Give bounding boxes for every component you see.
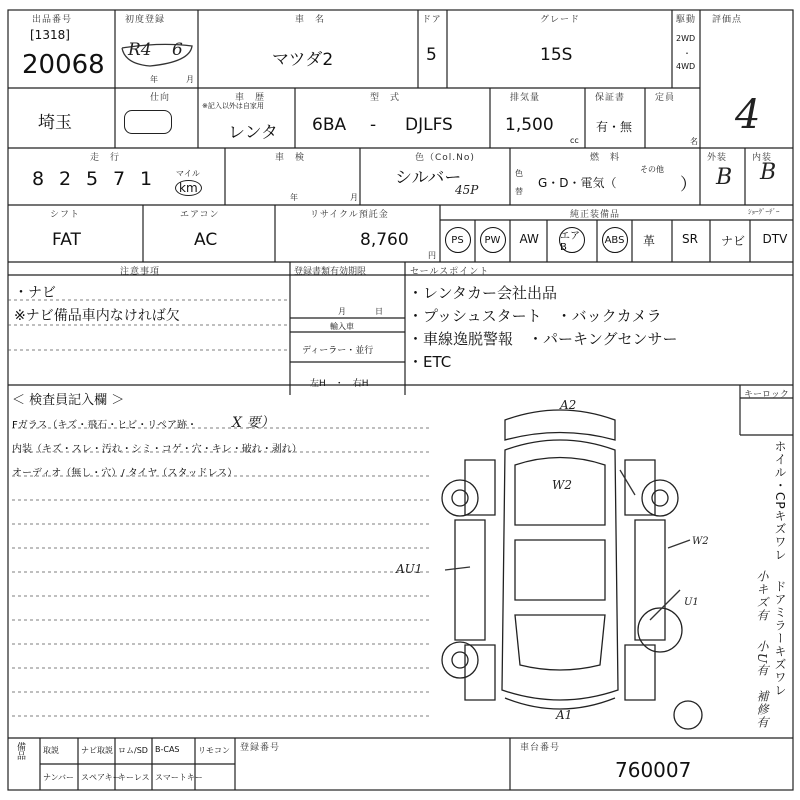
header-equipment: 純正装備品 — [570, 210, 621, 220]
sales-point: ・車線逸脱警報 ・パーキングセンサー — [408, 330, 678, 348]
fuel-options: G・D・電気（ — [538, 176, 617, 190]
header-model: 型 式 — [370, 93, 401, 103]
history-value: レンタ — [228, 123, 278, 143]
color-change-2: 替 — [515, 187, 523, 196]
header-keylock: キーロック — [744, 390, 789, 400]
header-lot-no: 出品番号 — [32, 15, 73, 25]
header-first-reg: 初度登録 — [125, 15, 166, 25]
recycle-value: 8,760 — [360, 230, 409, 250]
color-name: シルバー — [395, 168, 462, 188]
destination-box — [124, 110, 172, 134]
model-prefix: 6BA — [312, 115, 347, 135]
header-car-name: 車 名 — [295, 15, 326, 25]
right-note-2: 小キズ有 — [755, 570, 769, 622]
inspector-line-3: オーディオ（無し・穴）/ タイヤ（スタッドレス） — [12, 468, 238, 479]
sales-point: ・ETC — [408, 353, 452, 371]
destination: 埼玉 — [38, 113, 72, 133]
header-displacement: 排気量 — [510, 93, 541, 103]
header-aircon: エアコン — [180, 210, 220, 220]
diagram-mark-a1: A1 — [556, 708, 573, 722]
footer-label: ナンバー — [43, 773, 75, 782]
color-code: 45P — [455, 183, 479, 197]
mileage-digit: 2 — [59, 168, 72, 190]
color-change-1: 色 — [515, 169, 523, 178]
first-reg-month: 6 — [172, 40, 183, 60]
header-chassis: 車台番号 — [520, 743, 561, 753]
header-seats: 定員 — [655, 93, 676, 103]
fuel-close: ） — [680, 175, 697, 195]
recycle-unit: 円 — [428, 251, 436, 260]
inspection-month: 月 — [350, 193, 358, 202]
displacement-unit: cc — [570, 136, 579, 145]
footer-label: キーレス — [118, 773, 150, 782]
header-mileage: 走 行 — [90, 153, 121, 163]
diagram-mark-au1: AU1 — [396, 562, 423, 576]
equipment-item: ABS — [602, 227, 628, 253]
seats-suffix: 名 — [690, 137, 698, 146]
inspector-line-1-mark: X 要） — [232, 415, 275, 431]
equipment-item: PS — [445, 227, 471, 253]
header-warranty: 保証書 — [595, 93, 626, 103]
score-value: 4 — [735, 92, 761, 138]
drive-2wd: 2WD — [676, 34, 696, 43]
import-steering: 左H ・ 右H — [310, 379, 369, 389]
diagram-mark-u1: U1 — [684, 597, 699, 608]
header-interior: 内装 — [752, 153, 773, 163]
import-car-label: 輸入車 — [330, 322, 354, 331]
first-reg-month-suffix: 月 — [186, 75, 194, 84]
header-fuel: 燃 料 — [590, 153, 621, 163]
header-grade: グレード — [540, 15, 581, 25]
sales-point: ・プッシュスタート ・バックカメラ — [408, 307, 662, 325]
mileage-unit-mile: マイル — [176, 169, 200, 178]
equipment-item: DTV — [762, 232, 788, 246]
notes-line: ・ナビ — [14, 285, 56, 301]
equipment-item: ナビ — [721, 234, 746, 248]
interior-grade: B — [760, 160, 777, 185]
car-diagram — [442, 410, 702, 729]
sales-point: ・レンタカー会社出品 — [408, 284, 558, 302]
header-sales-points: セールスポイント — [410, 267, 490, 277]
first-reg-year-suffix: 年 — [150, 75, 158, 84]
mileage-digit: 7 — [113, 168, 126, 190]
header-shift: シフト — [50, 210, 81, 220]
inspection-year: 年 — [290, 193, 298, 202]
drive-4wd: 4WD — [676, 62, 696, 71]
header-exterior: 外装 — [707, 153, 728, 163]
header-score: 評価点 — [712, 15, 743, 25]
first-reg-era: R4 — [128, 40, 152, 60]
fuel-other: その他 — [640, 165, 664, 174]
header-notes: 注意事項 — [120, 267, 161, 277]
right-note-4: 小U有 — [755, 640, 769, 678]
shift-value: FAT — [52, 230, 81, 250]
diagram-mark-w2-center: W2 — [552, 478, 572, 492]
car-name: マツダ2 — [272, 50, 334, 70]
header-destination: 仕向 — [150, 93, 171, 103]
footer-side-label: 備品 — [15, 742, 25, 760]
mileage-digit: 1 — [140, 168, 153, 190]
chassis-number: 760007 — [615, 758, 692, 782]
aircon-value: AC — [194, 230, 218, 250]
reg-expiry-month: 月 — [338, 307, 346, 316]
right-note-1: ホイル・CPキズワレ — [773, 440, 787, 562]
model-dash: - — [370, 115, 377, 135]
header-doors: ドア — [422, 15, 442, 25]
equipment-item: PW — [480, 227, 506, 253]
grade: 15S — [540, 45, 573, 65]
footer-label: スペアキー — [81, 773, 121, 782]
door-count: 5 — [426, 45, 437, 65]
mileage-unit-km: km — [175, 180, 202, 196]
diagram-mark-a2: A2 — [560, 398, 577, 412]
mileage-digit: 5 — [86, 168, 99, 190]
notes-line: ※ナビ備品車内なければ欠 — [14, 308, 180, 324]
equipment-item: SR — [682, 232, 698, 246]
displacement-value: 1,500 — [505, 115, 554, 135]
header-reg-expiry: 登録書類有効期限 — [294, 267, 367, 277]
drive-dot: ・ — [683, 49, 691, 58]
right-note-3: ドアミラーキズワレ — [773, 580, 787, 697]
equipment-note: ｼｮｰｸﾞｰﾃﾞｰ — [748, 208, 780, 216]
diagram-mark-w2-right: W2 — [692, 536, 709, 547]
sales-points-list — [408, 282, 678, 374]
footer-label: 取説 — [43, 746, 59, 755]
history-note: ※記入以外は自家用 — [202, 102, 264, 110]
lot-number: 20068 — [22, 50, 105, 80]
warranty-value: 有・無 — [596, 120, 633, 134]
footer-label: B-CAS — [155, 745, 180, 754]
notes-list — [14, 282, 180, 328]
mileage-digit: 8 — [32, 168, 45, 190]
equipment-item: AW — [519, 232, 539, 246]
equipment-item: エアB — [559, 227, 585, 253]
footer-label: リモコン — [198, 746, 230, 755]
exterior-grade: B — [716, 165, 733, 190]
header-drive: 駆動 — [676, 15, 697, 25]
inspector-title: ＜ 検査員記入欄 ＞ — [12, 393, 125, 408]
reg-expiry-day: 日 — [375, 307, 383, 316]
footer-label: ロム/SD — [118, 746, 148, 755]
import-dealer: ディーラー・並行 — [302, 346, 374, 356]
inspector-line-2: 内装（キズ・スレ・汚れ・シミ・コゲ・穴・キレ・破れ・剥れ） — [12, 444, 302, 455]
lot-sub-number: [1318] — [30, 28, 70, 42]
equipment-item: 革 — [643, 234, 656, 248]
model-code: DJLFS — [405, 115, 453, 135]
header-color: 色（Col.No) — [415, 153, 475, 163]
footer-label: スマートキー — [155, 773, 203, 782]
header-reg-no: 登録番号 — [240, 743, 281, 753]
header-inspection: 車 検 — [275, 153, 306, 163]
right-note-5: 補修有 — [755, 690, 769, 729]
header-recycle: リサイクル預託金 — [310, 210, 389, 220]
header-history: 車 歴 — [235, 93, 266, 103]
inspector-line-1: Fガラス（キズ・飛石・ヒビ・リペア跡・ — [12, 420, 198, 431]
footer-label: ナビ取説 — [81, 746, 113, 755]
